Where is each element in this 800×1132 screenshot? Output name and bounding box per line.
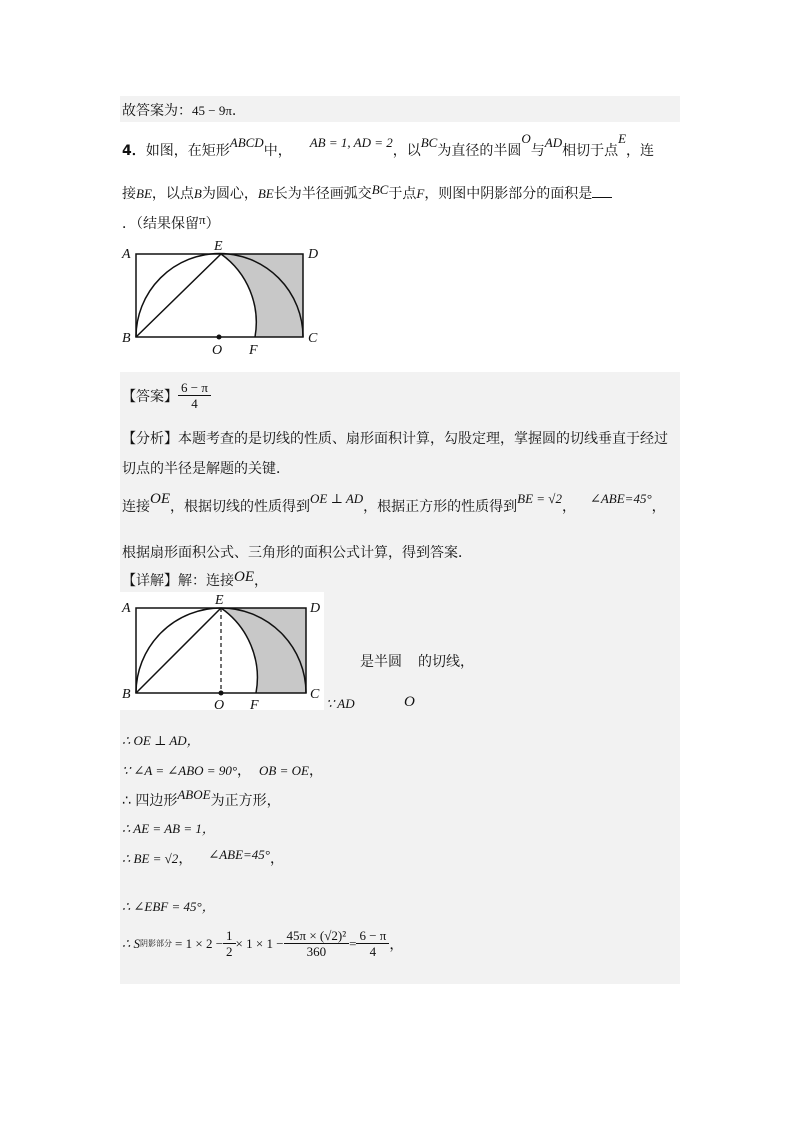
detail-text: ∴ 四边形 [122, 793, 178, 809]
fraction-sector [284, 928, 350, 959]
math-pi: π [199, 212, 206, 227]
math-f: F [416, 186, 425, 201]
math-be: BE [136, 186, 152, 201]
detail-text: 解：连接 [178, 573, 234, 589]
analysis-label: 【分析】 [122, 431, 178, 447]
problem-text: 与 [530, 143, 545, 159]
shaded-region [221, 608, 306, 693]
detail-label: 【详解】 [122, 573, 178, 589]
label-a: A [122, 601, 131, 616]
math-abo: ABOE [177, 787, 211, 802]
label-e: E [215, 593, 224, 608]
math-bc: BC [371, 182, 389, 197]
detail-text: ， [178, 851, 193, 867]
fraction-num: 45π × (√2)² [284, 928, 350, 944]
label-d: D [310, 601, 321, 616]
fraction-den: 360 [306, 944, 327, 959]
fraction-half [223, 928, 236, 959]
problem-text: 接 [122, 186, 136, 202]
math-be-eq: BE = √2 [517, 491, 562, 506]
solution-figure [118, 592, 324, 710]
previous-answer-label: 故答案为： [122, 103, 192, 119]
step-7 [122, 928, 403, 959]
analysis-text: 切点的半径是解题的关键． [122, 461, 290, 477]
step-5 [122, 848, 284, 868]
fraction-result [356, 928, 389, 959]
math-given: AB = 1, AD = 2 [309, 135, 393, 150]
label-o: O [212, 343, 223, 358]
problem-line-3 [122, 213, 220, 233]
math-angle: ∠ABE=45° [208, 847, 270, 862]
math-perp: OE ⊥ AD [310, 491, 364, 506]
answer-label: 【答案】 [122, 388, 178, 405]
problem-text: 中， [263, 143, 292, 159]
problem-text: 长为半径画弧交 [273, 186, 372, 202]
detail-text: ， [254, 573, 268, 589]
detail-text: 为正方形， [210, 793, 281, 809]
math-e: E [618, 131, 627, 146]
analysis-line-1 [122, 428, 668, 448]
problem-text: ，以 [392, 143, 421, 159]
math-angles: ∵ ∠A = ∠ABO = 90° [122, 763, 238, 778]
segment-be [136, 254, 221, 337]
problem-text: 为直径的半圆 [437, 143, 522, 159]
step-2 [122, 760, 323, 780]
segment-be [136, 608, 221, 693]
math-angle: ∠ABE=45° [589, 491, 652, 506]
problem-text: ） [205, 216, 220, 232]
label-f: F [249, 343, 258, 358]
previous-answer-end: . [231, 103, 237, 119]
problem-text: ，连 [626, 143, 655, 159]
math-oe: OE [150, 491, 170, 507]
problem-line-2 [122, 183, 612, 203]
label-b: B [122, 687, 131, 702]
detail-o: O [404, 694, 415, 710]
problem-text: 于点 [388, 186, 417, 202]
answer-numerator: 6 − π [178, 380, 211, 396]
math-bc: BC [420, 135, 438, 150]
problem-figure [118, 238, 328, 358]
analysis-line-4 [122, 542, 472, 562]
problem-text: ，以点 [151, 186, 194, 202]
label-b: B [122, 331, 131, 346]
problem-text: 如图，在矩形 [145, 143, 230, 159]
step-1: ∴ OE ⊥ AD， [122, 733, 200, 748]
detail-line-1 [122, 570, 268, 590]
math-s-sub: 阴影部分 [140, 939, 173, 948]
math-expr: = [349, 935, 357, 951]
previous-answer-line [122, 100, 236, 120]
step-3 [122, 787, 281, 810]
math-expr: = 1 × 2 − [175, 935, 224, 951]
detail-text: ， [308, 763, 323, 779]
analysis-text: ，根据正方形的性质得到 [363, 499, 518, 515]
point-o [217, 335, 222, 340]
detail-text: ， [270, 851, 284, 867]
math-oe: OE [234, 569, 254, 585]
problem-text: ．（结果保留 [122, 216, 199, 232]
analysis-text: 本题考查的是切线的性质、扇形面积计算，勾股定理，掌握圆的切线垂直于经过 [178, 431, 668, 447]
step-4: ∴ AE = AB = 1， [122, 821, 215, 836]
detail-text: ， [389, 936, 404, 953]
analysis-text: 连接 [122, 499, 150, 515]
label-a: A [122, 247, 131, 262]
problem-line-1 [122, 131, 655, 160]
point-o [219, 691, 224, 696]
math-rect: ABCD [229, 135, 264, 150]
analysis-text: 根据扇形面积公式、三角形的面积公式计算，得到答案． [122, 545, 472, 561]
analysis-text: ， [651, 499, 666, 515]
math-s: ∴ S [122, 935, 141, 951]
analysis-line-3 [122, 491, 666, 516]
problem-text: 为圆心， [201, 186, 258, 202]
math-be-eq: ∴ BE = √2 [122, 851, 179, 866]
answer-fraction [178, 380, 211, 411]
detail-side-text [360, 651, 474, 671]
answer-denominator: 4 [191, 396, 198, 411]
answer-blank [592, 185, 612, 198]
fraction-den: 4 [369, 944, 377, 959]
shaded-region [221, 254, 303, 337]
answer-line [122, 380, 211, 411]
problem-number: 4． [122, 143, 146, 159]
label-c: C [308, 331, 318, 346]
label-d: D [308, 247, 319, 262]
label-e: E [214, 239, 223, 254]
fraction-num: 1 [223, 928, 236, 944]
problem-text: 相切于点 [562, 143, 619, 159]
analysis-text: ，根据切线的性质得到 [170, 499, 310, 515]
math-o: O [521, 131, 531, 146]
math-be: BE [257, 186, 274, 201]
detail-because-ad: ∵ AD [326, 696, 355, 711]
step-6: ∴ ∠EBF = 45°， [122, 899, 215, 914]
analysis-text: ， [561, 499, 576, 515]
previous-answer-value: 45 − 9π [192, 103, 232, 118]
label-o: O [214, 698, 225, 710]
problem-text: ，则图中阴影部分的面积是 [424, 186, 593, 202]
math-ob-oe: OB = OE [259, 763, 309, 778]
fraction-den: 2 [226, 944, 233, 959]
math-b: B [193, 186, 202, 201]
math-ad: AD [544, 135, 563, 150]
label-f: F [250, 698, 259, 710]
math-expr: × 1 × 1 − [235, 935, 284, 951]
fraction-num: 6 − π [356, 928, 389, 944]
detail-text: 的切线， [418, 654, 474, 670]
label-c: C [310, 687, 320, 702]
detail-text: 是半圆 [360, 654, 402, 670]
analysis-line-2 [122, 458, 290, 478]
detail-text: ， [237, 763, 252, 779]
